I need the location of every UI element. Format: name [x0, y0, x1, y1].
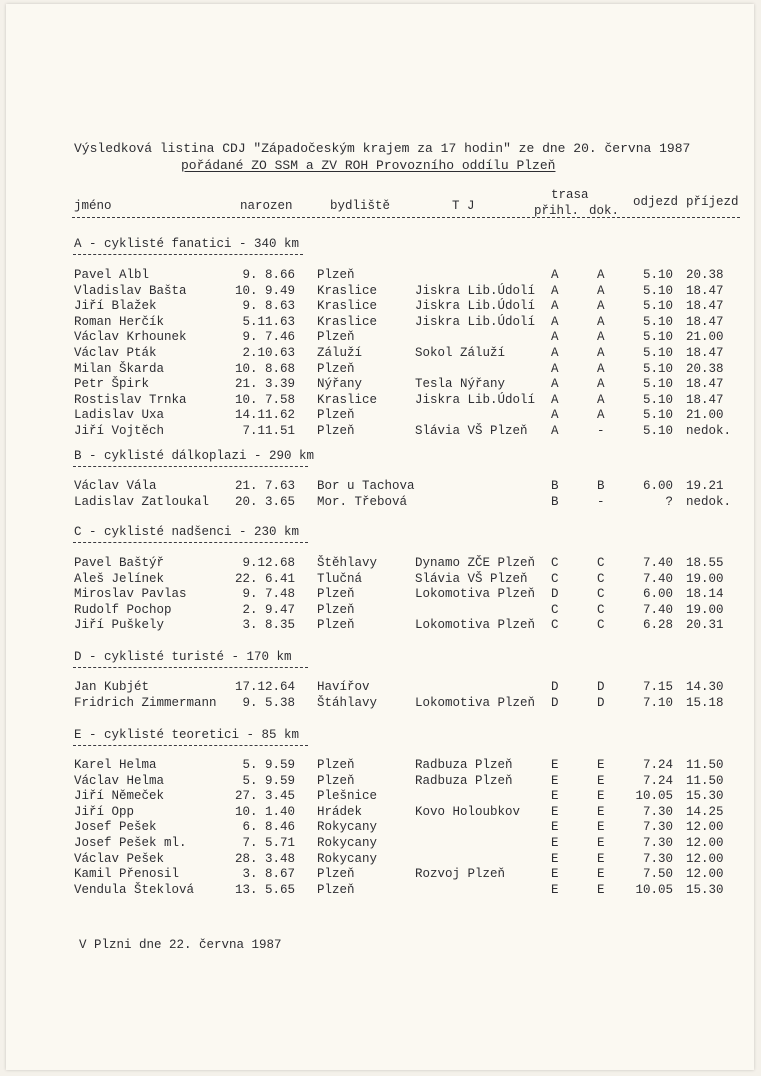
cell-route-completed: A	[597, 268, 605, 282]
cell-residence: Rokycany	[317, 851, 378, 866]
table-row	[0, 495, 761, 511]
cell-name: Miroslav Pavlas	[74, 587, 187, 602]
cell-arrival: 15.18	[686, 695, 724, 710]
cell-name: Josef Pešek ml.	[74, 836, 187, 850]
cell-arrival: 18.47	[686, 392, 724, 407]
cell-route-completed: A	[597, 346, 605, 360]
cell-route-completed: D	[597, 680, 605, 694]
cell-name: Josef Pešek	[74, 820, 157, 835]
cell-residence: Nýřany	[317, 377, 363, 392]
cell-route-completed: E	[597, 758, 605, 772]
cell-club: Tesla Nýřany	[415, 377, 506, 392]
cell-departure: 5.10	[642, 330, 673, 345]
cell-born: 2. 9.47	[242, 602, 295, 617]
cell-residence: Štáhlavy	[317, 695, 378, 710]
cell-name: Václav Vála	[74, 479, 157, 493]
cell-departure: 6.00	[642, 479, 673, 493]
cell-born: 5. 9.59	[242, 773, 295, 788]
cell-route-completed: E	[597, 851, 605, 866]
cell-residence: Plzeň	[317, 867, 355, 882]
cell-residence: Rokycany	[317, 820, 378, 835]
section-title: B - cyklisté dálkoplazi - 290 km	[74, 449, 315, 463]
section-underline	[73, 466, 308, 467]
cell-route-registered: E	[551, 773, 559, 788]
cell-route-registered: E	[551, 836, 559, 850]
header-born: narozen	[240, 199, 293, 213]
cell-born: 10. 9.49	[234, 283, 295, 298]
cell-departure: 5.10	[642, 268, 673, 282]
cell-route-completed: -	[597, 424, 605, 438]
cell-arrival: 19.00	[686, 571, 724, 586]
cell-name: Pavel Baštýř	[74, 556, 165, 570]
cell-club: Kovo Holoubkov	[415, 804, 521, 819]
cell-route-registered: E	[551, 758, 559, 772]
cell-route-completed: E	[597, 789, 605, 804]
cell-residence: Havířov	[317, 680, 370, 694]
cell-club: Slávia VŠ Plzeň	[415, 424, 528, 438]
cell-residence: Kraslice	[317, 314, 378, 329]
cell-club: Lokomotiva Plzeň	[415, 587, 536, 602]
cell-residence: Štěhlavy	[317, 556, 378, 570]
cell-born: 22. 6.41	[234, 571, 295, 586]
cell-departure: 7.15	[642, 680, 673, 694]
cell-route-completed: -	[597, 494, 605, 509]
cell-residence: Plzeň	[317, 882, 355, 897]
section-underline	[73, 254, 303, 255]
cell-route-registered: A	[551, 283, 559, 298]
cell-born: 3. 8.35	[242, 618, 295, 633]
cell-residence: Tlučná	[317, 571, 363, 586]
cell-born: 9. 8.63	[242, 299, 295, 314]
cell-route-completed: C	[597, 602, 605, 617]
cell-arrival: 18.47	[686, 346, 724, 360]
cell-arrival: 18.47	[686, 314, 724, 329]
cell-route-registered: A	[551, 361, 559, 376]
cell-residence: Kraslice	[317, 283, 378, 298]
cell-departure: 5.10	[642, 424, 673, 438]
table-row	[0, 377, 761, 393]
table-row	[0, 572, 761, 588]
cell-name: Petr Špirk	[74, 377, 150, 392]
cell-departure: 7.40	[642, 571, 673, 586]
cell-residence: Mor. Třebová	[317, 494, 408, 509]
cell-route-registered: E	[551, 882, 559, 897]
cell-residence: Záluží	[317, 346, 363, 360]
cell-route-registered: E	[551, 820, 559, 835]
cell-name: Jan Kubjét	[74, 680, 150, 694]
cell-arrival: 11.50	[686, 773, 724, 788]
header-registered: přihl.	[534, 204, 580, 218]
cell-arrival: 12.00	[686, 820, 724, 835]
cell-residence: Hrádek	[317, 804, 363, 819]
header-residence: bydliště	[330, 199, 391, 213]
cell-name: Kamil Přenosil	[74, 867, 180, 882]
cell-name: Jiří Vojtěch	[74, 424, 165, 438]
section-title: E - cyklisté teoretici - 85 km	[74, 728, 300, 742]
cell-residence: Plzeň	[317, 618, 355, 633]
cell-route-registered: E	[551, 789, 559, 804]
cell-residence: Kraslice	[317, 299, 378, 314]
cell-residence: Plzeň	[317, 424, 355, 438]
header-departure: odjezd	[633, 195, 679, 209]
table-row	[0, 393, 761, 409]
cell-residence: Plzeň	[317, 330, 355, 345]
table-row	[0, 867, 761, 883]
cell-club: Rozvoj Plzeň	[415, 867, 506, 882]
table-row	[0, 618, 761, 634]
table-row	[0, 758, 761, 774]
cell-route-completed: E	[597, 867, 605, 882]
cell-route-completed: E	[597, 836, 605, 850]
cell-born: 9. 7.48	[242, 587, 295, 602]
table-row	[0, 789, 761, 805]
cell-route-registered: A	[551, 377, 559, 392]
cell-route-completed: A	[597, 392, 605, 407]
cell-route-registered: E	[551, 867, 559, 882]
cell-born: 20. 3.65	[234, 494, 295, 509]
cell-residence: Kraslice	[317, 392, 378, 407]
cell-departure: 7.24	[642, 773, 673, 788]
cell-born: 13. 5.65	[234, 882, 295, 897]
cell-arrival: 20.38	[686, 361, 724, 376]
cell-born: 21. 3.39	[234, 377, 295, 392]
table-row	[0, 408, 761, 424]
cell-name: Václav Pešek	[74, 851, 165, 866]
cell-born: 7.11.51	[242, 424, 295, 438]
cell-arrival: nedok.	[686, 424, 732, 438]
cell-departure: 10.05	[635, 882, 673, 897]
cell-arrival: 15.30	[686, 789, 724, 804]
cell-route-completed: C	[597, 587, 605, 602]
cell-residence: Plzeň	[317, 361, 355, 376]
cell-residence: Plzeň	[317, 758, 355, 772]
table-row	[0, 299, 761, 315]
table-row	[0, 346, 761, 362]
cell-club: Jiskra Lib.Údolí	[415, 314, 536, 329]
cell-route-registered: C	[551, 618, 559, 633]
cell-route-registered: C	[551, 556, 559, 570]
cell-route-completed: E	[597, 820, 605, 835]
cell-departure: 7.40	[642, 556, 673, 570]
section-title: D - cyklisté turisté - 170 km	[74, 650, 292, 664]
cell-arrival: 12.00	[686, 867, 724, 882]
cell-departure: 5.10	[642, 408, 673, 423]
cell-departure: 5.10	[642, 361, 673, 376]
header-route: trasa	[551, 188, 589, 202]
cell-route-completed: A	[597, 330, 605, 345]
cell-route-completed: D	[597, 695, 605, 710]
cell-born: 7. 5.71	[242, 836, 295, 850]
cell-route-registered: D	[551, 680, 559, 694]
cell-route-registered: B	[551, 479, 559, 493]
table-row	[0, 603, 761, 619]
cell-residence: Plzeň	[317, 408, 355, 423]
cell-departure: 5.10	[642, 314, 673, 329]
cell-route-completed: A	[597, 408, 605, 423]
cell-route-completed: C	[597, 556, 605, 570]
cell-arrival: 18.47	[686, 377, 724, 392]
cell-route-registered: A	[551, 314, 559, 329]
cell-name: Jiří Němeček	[74, 789, 165, 804]
table-row	[0, 330, 761, 346]
cell-route-registered: B	[551, 494, 559, 509]
cell-name: Jiří Opp	[74, 804, 135, 819]
cell-route-registered: D	[551, 695, 559, 710]
cell-name: Václav Krhounek	[74, 330, 187, 345]
cell-arrival: 20.38	[686, 268, 724, 282]
cell-name: Václav Pták	[74, 346, 157, 360]
header-arrival: příjezd	[686, 195, 739, 209]
cell-route-registered: A	[551, 330, 559, 345]
cell-born: 5.11.63	[242, 314, 295, 329]
header-separator	[72, 217, 740, 218]
cell-arrival: 18.47	[686, 299, 724, 314]
cell-route-completed: C	[597, 618, 605, 633]
cell-departure: 7.10	[642, 695, 673, 710]
cell-club: Lokomotiva Plzeň	[415, 695, 536, 710]
table-row	[0, 852, 761, 868]
cell-departure: ?	[665, 494, 673, 509]
table-row	[0, 774, 761, 790]
header-name: jméno	[74, 199, 112, 213]
table-row	[0, 479, 761, 495]
cell-departure: 7.30	[642, 820, 673, 835]
cell-route-completed: A	[597, 361, 605, 376]
cell-route-completed: A	[597, 299, 605, 314]
cell-departure: 5.10	[642, 377, 673, 392]
cell-born: 17.12.64	[234, 680, 295, 694]
cell-club: Lokomotiva Plzeň	[415, 618, 536, 633]
cell-arrival: 18.55	[686, 556, 724, 570]
cell-arrival: 19.21	[686, 479, 724, 493]
cell-club: Dynamo ZČE Plzeň	[415, 556, 536, 570]
cell-arrival: 18.47	[686, 283, 724, 298]
cell-born: 3. 8.67	[242, 867, 295, 882]
section-title: C - cyklisté nadšenci - 230 km	[74, 525, 300, 539]
cell-route-registered: D	[551, 587, 559, 602]
cell-residence: Rokycany	[317, 836, 378, 850]
cell-name: Milan Škarda	[74, 361, 165, 376]
footer-place-date: V Plzni dne 22. června 1987	[79, 938, 282, 952]
table-row	[0, 284, 761, 300]
cell-route-completed: E	[597, 882, 605, 897]
cell-arrival: 21.00	[686, 408, 724, 423]
table-row	[0, 883, 761, 899]
table-row	[0, 696, 761, 712]
cell-departure: 5.10	[642, 283, 673, 298]
cell-residence: Plzeň	[317, 587, 355, 602]
cell-route-registered: A	[551, 346, 559, 360]
cell-departure: 5.10	[642, 392, 673, 407]
cell-arrival: 11.50	[686, 758, 724, 772]
cell-route-completed: B	[597, 479, 605, 493]
cell-name: Rostislav Trnka	[74, 392, 187, 407]
header-tj: T J	[452, 199, 475, 213]
cell-route-completed: A	[597, 283, 605, 298]
cell-departure: 7.30	[642, 836, 673, 850]
cell-arrival: nedok.	[686, 494, 732, 509]
cell-departure: 7.40	[642, 602, 673, 617]
cell-name: Pavel Albl	[74, 268, 150, 282]
cell-name: Karel Helma	[74, 758, 157, 772]
document-title: Výsledková listina CDJ "Západočeským krajem za 17 hodin" ze dne 20. června 1987	[74, 141, 691, 156]
cell-arrival: 21.00	[686, 330, 724, 345]
section-title: A - cyklisté fanatici - 340 km	[74, 237, 300, 251]
cell-club: Jiskra Lib.Údolí	[415, 299, 536, 314]
cell-residence: Bor u Tachova	[317, 479, 415, 493]
table-row	[0, 587, 761, 603]
cell-residence: Plzeň	[317, 773, 355, 788]
cell-born: 9. 8.66	[242, 268, 295, 282]
cell-arrival: 20.31	[686, 618, 724, 633]
cell-departure: 5.10	[642, 346, 673, 360]
cell-born: 6. 8.46	[242, 820, 295, 835]
cell-name: Fridrich Zimmermann	[74, 695, 217, 710]
cell-born: 10. 1.40	[234, 804, 295, 819]
cell-name: Vladislav Bašta	[74, 283, 187, 298]
cell-born: 10. 7.58	[234, 392, 295, 407]
table-row	[0, 680, 761, 696]
cell-born: 10. 8.68	[234, 361, 295, 376]
cell-departure: 6.00	[642, 587, 673, 602]
cell-name: Václav Helma	[74, 773, 165, 788]
cell-route-completed: E	[597, 804, 605, 819]
cell-name: Roman Herčík	[74, 314, 165, 329]
cell-arrival: 18.14	[686, 587, 724, 602]
cell-departure: 7.50	[642, 867, 673, 882]
document-subtitle: pořádané ZO SSM a ZV ROH Provozního oddílu Plzeň	[181, 158, 556, 173]
cell-club: Radbuza Plzeň	[415, 758, 513, 772]
cell-route-completed: E	[597, 773, 605, 788]
table-row	[0, 424, 761, 440]
cell-name: Rudolf Pochop	[74, 602, 172, 617]
cell-route-completed: C	[597, 571, 605, 586]
table-row	[0, 362, 761, 378]
cell-route-registered: C	[551, 571, 559, 586]
cell-born: 21. 7.63	[234, 479, 295, 493]
cell-route-registered: E	[551, 851, 559, 866]
cell-route-completed: A	[597, 314, 605, 329]
cell-arrival: 19.00	[686, 602, 724, 617]
cell-residence: Plešnice	[317, 789, 378, 804]
cell-name: Jiří Blažek	[74, 299, 157, 314]
cell-departure: 7.30	[642, 851, 673, 866]
cell-route-registered: A	[551, 268, 559, 282]
cell-name: Vendula Šteklová	[74, 882, 195, 897]
table-row	[0, 836, 761, 852]
cell-name: Ladislav Zatloukal	[74, 494, 210, 509]
cell-departure: 7.30	[642, 804, 673, 819]
cell-departure: 5.10	[642, 299, 673, 314]
cell-route-registered: E	[551, 804, 559, 819]
cell-name: Jiří Puškely	[74, 618, 165, 633]
cell-club: Jiskra Lib.Údolí	[415, 283, 536, 298]
table-row	[0, 805, 761, 821]
cell-name: Ladislav Uxa	[74, 408, 165, 423]
cell-born: 27. 3.45	[234, 789, 295, 804]
cell-arrival: 15.30	[686, 882, 724, 897]
table-row	[0, 820, 761, 836]
cell-born: 28. 3.48	[234, 851, 295, 866]
cell-route-registered: A	[551, 424, 559, 438]
header-completed: dok.	[589, 204, 620, 218]
cell-born: 2.10.63	[242, 346, 295, 360]
cell-arrival: 14.30	[686, 680, 724, 694]
table-row	[0, 268, 761, 284]
cell-born: 5. 9.59	[242, 758, 295, 772]
section-underline	[73, 542, 308, 543]
cell-born: 9. 5.38	[242, 695, 295, 710]
cell-departure: 10.05	[635, 789, 673, 804]
cell-born: 9. 7.46	[242, 330, 295, 345]
cell-route-registered: A	[551, 392, 559, 407]
cell-departure: 6.28	[642, 618, 673, 633]
table-row	[0, 315, 761, 331]
cell-residence: Plzeň	[317, 602, 355, 617]
cell-route-registered: A	[551, 408, 559, 423]
cell-departure: 7.24	[642, 758, 673, 772]
cell-route-registered: C	[551, 602, 559, 617]
cell-route-registered: A	[551, 299, 559, 314]
section-underline	[73, 745, 308, 746]
cell-club: Sokol Záluží	[415, 346, 506, 360]
cell-name: Aleš Jelínek	[74, 571, 165, 586]
cell-arrival: 12.00	[686, 836, 724, 850]
cell-residence: Plzeň	[317, 268, 355, 282]
cell-club: Radbuza Plzeň	[415, 773, 513, 788]
cell-route-completed: A	[597, 377, 605, 392]
section-underline	[73, 667, 308, 668]
cell-club: Jiskra Lib.Údolí	[415, 392, 536, 407]
cell-arrival: 12.00	[686, 851, 724, 866]
cell-born: 9.12.68	[242, 556, 295, 570]
cell-club: Slávia VŠ Plzeň	[415, 571, 528, 586]
cell-arrival: 14.25	[686, 804, 724, 819]
table-row	[0, 556, 761, 572]
cell-born: 14.11.62	[234, 408, 295, 423]
